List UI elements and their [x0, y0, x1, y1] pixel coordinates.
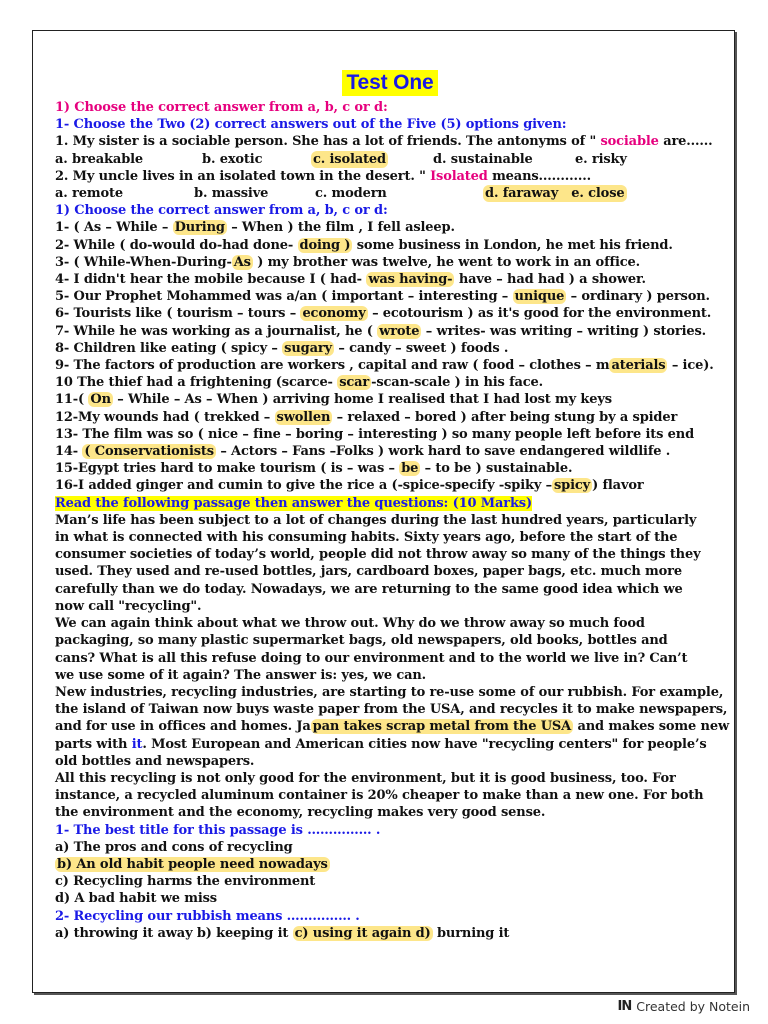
passage-line: packaging, so many plastic supermarket bags, old newspapers, old books, bottles and [55, 633, 668, 649]
page-title: Test One [342, 70, 437, 96]
answer-highlight: be [401, 461, 419, 477]
pq1-option-d: d) A bad habit we miss [55, 891, 217, 907]
answer-highlight: economy [302, 306, 366, 322]
answer-highlight: scar [339, 375, 370, 391]
passage-line: now call "recycling". [55, 598, 202, 614]
passage-line: New industries, recycling industries, are starting to re-use some of our rubbish. For example, [55, 684, 724, 700]
passage-line: in what is connected with his consuming habits. Sixty years ago, before the start of the [55, 530, 678, 546]
passage-line: old bottles and newspapers. [55, 753, 255, 769]
option-c-answer: c. isolated [313, 151, 386, 167]
option-a: a. remote [55, 186, 123, 202]
mcq-list [55, 219, 725, 494]
answer-highlight: was having- [368, 272, 453, 288]
option-b: b. massive [194, 186, 269, 202]
passage-line: We can again think about what we throw out. Why do we throw away so much food [55, 616, 645, 632]
reading-passage [55, 512, 730, 822]
mcq-item: 5- Our Prophet Mohammed was a/an ( important – interesting – unique – ordinary ) person. [55, 289, 710, 305]
option-c: c. modern [315, 186, 387, 202]
passage-highlight: pan takes scrap metal from the USA [312, 719, 572, 735]
passage-line: Man’s life has been subject to a lot of changes during the last hundred years, particularly [55, 512, 697, 528]
mcq-item: 11-( On – While – As – When ) arriving home I realised that I had lost my keys [55, 392, 612, 408]
footer-credit [618, 999, 750, 1014]
answer-highlight: c) using it again d) [294, 925, 431, 941]
answer-highlight: ( Conservationists [84, 444, 214, 460]
option-e: e. risky [575, 151, 627, 167]
answer-highlight: During [174, 220, 225, 236]
keyword: sociable [600, 134, 659, 150]
mcq-item: 6- Tourists like ( tourism – tours – economy – ecotourism ) as it's good for the environment. [55, 306, 712, 322]
pq1-option-b-answer: b) An old habit people need nowadays [57, 856, 328, 872]
mcq-item: 16-I added ginger and cumin to give the rice a (-spice-specify -spiky – spicy ) flavor [55, 478, 644, 494]
question-2-options [55, 185, 725, 202]
mcq-item: 13- The film was so ( nice – fine – boring – interesting ) so many people left before its end [55, 426, 695, 442]
mcq-item: 4- I didn't hear the mobile because I ( had- was having- have – had had ) a shower. [55, 272, 646, 288]
mcq-item: 3- ( While-When-During- As ) my brother was twelve, he went to work in an office. [55, 254, 641, 270]
passage-line: carefully than we do today. Nowadays, we are returning to the same good idea which we [55, 581, 683, 597]
answer-highlight: As [233, 254, 251, 270]
passage-line: the environment and the economy, recycling makes very good sense. [55, 805, 546, 821]
passage-line: we use some of it again? The answer is: yes, we can. [55, 667, 427, 683]
passage-question-2: 2- Recycling our rubbish means …………… . [55, 908, 360, 924]
passage-heading: Read the following passage then answer the questions: (10 Marks) [55, 495, 532, 511]
question-1: 1. My sister is a sociable person. She has a lot of friends. The antonyms of " sociable are...... [55, 134, 713, 150]
passage-line: parts with it. Most European and American cities now have "recycling centers" for people’s [55, 736, 707, 752]
question-1-options [55, 151, 725, 168]
answer-highlight: On [90, 392, 111, 408]
answer-highlight: unique [514, 289, 565, 305]
answer-highlight: wrote [379, 323, 420, 339]
mcq-item: 8- Children like eating ( spicy – sugary – candy – sweet ) foods . [55, 340, 509, 356]
option-a: a. breakable [55, 151, 144, 167]
passage-line: instance, a recycled aluminum container is 20% cheaper to make than a new one. For both [55, 788, 704, 804]
passage-line: All this recycling is not only good for the environment, but it is good business, too. For [55, 770, 676, 786]
passage-question-1: 1- The best title for this passage is …………… . [55, 822, 381, 838]
passage-line: the island of Taiwan now buys waste paper from the USA, and recycles it to make newspapers, [55, 702, 728, 718]
answer-highlight: doing ) [299, 237, 351, 253]
answer-highlight: aterials [611, 358, 666, 374]
pq1-option-a: a) The pros and cons of recycling [55, 839, 293, 855]
pq2-options: a) throwing it away b) keeping it c) using it again d) burning it [55, 925, 510, 941]
passage-line: and for use in offices and homes. Ja pan takes scrap metal from the USA and makes some new [55, 719, 730, 735]
passage-line: used. They used and re-used bottles, jars, cardboard boxes, paper bags, etc. much more [55, 564, 682, 580]
mcq-item: 1- ( As – While – During – When ) the film , I fell asleep. [55, 220, 455, 236]
passage-line: cans? What is all this refuse doing to our environment and to the world we live in? Can’t [55, 650, 688, 666]
mcq-item: 9- The factors of production are workers , capital and raw ( food – clothes – m aterials – ice). [55, 358, 714, 374]
notein-logo-icon: IN [617, 999, 632, 1014]
pq1-option-c: c) Recycling harms the environment [55, 874, 316, 890]
answer-highlight: swollen [276, 409, 331, 425]
answer-highlight: spicy [553, 478, 591, 494]
section-heading-2: 1) Choose the correct answer from a, b, c or d: [55, 203, 388, 219]
passage-line: consumer societies of today’s world, people did not throw away so many of the things they [55, 547, 701, 563]
options-d-e-answer: d. faraway e. close [485, 186, 625, 202]
mcq-item: 14- ( Conservationists – Actors – Fans –Folks ) work hard to save endangered wildlife . [55, 444, 671, 460]
mcq-item: 2- While ( do-would do-had done- doing ) some business in London, he met his friend. [55, 237, 673, 253]
option-d: d. sustainable [433, 151, 533, 167]
keyword: Isolated [430, 168, 488, 184]
section-heading: 1) Choose the correct answer from a, b, c or d: [55, 100, 388, 115]
mcq-item: 15-Egypt tries hard to make tourism ( is – was – be – to be ) sustainable. [55, 461, 573, 477]
footer-text: Created by Notein [636, 999, 750, 1014]
instruction-heading: 1- Choose the Two (2) correct answers out of the Five (5) options given: [55, 117, 567, 133]
mcq-item: 12-My wounds had ( trekked – swollen – relaxed – bored ) after being stung by a spider [55, 409, 678, 425]
question-2: 2. My uncle lives in an isolated town in the desert. " Isolated means............ [55, 168, 592, 184]
mcq-item: 10 The thief had a frightening (scarce- scar -scan-scale ) in his face. [55, 375, 544, 391]
passage-keyword: it [131, 736, 143, 752]
worksheet [55, 70, 730, 942]
mcq-item: 7- While he was working as a journalist, he ( wrote – writes- was writing – writing ) stories. [55, 323, 707, 339]
answer-highlight: sugary [284, 340, 332, 356]
option-b: b. exotic [202, 151, 263, 167]
